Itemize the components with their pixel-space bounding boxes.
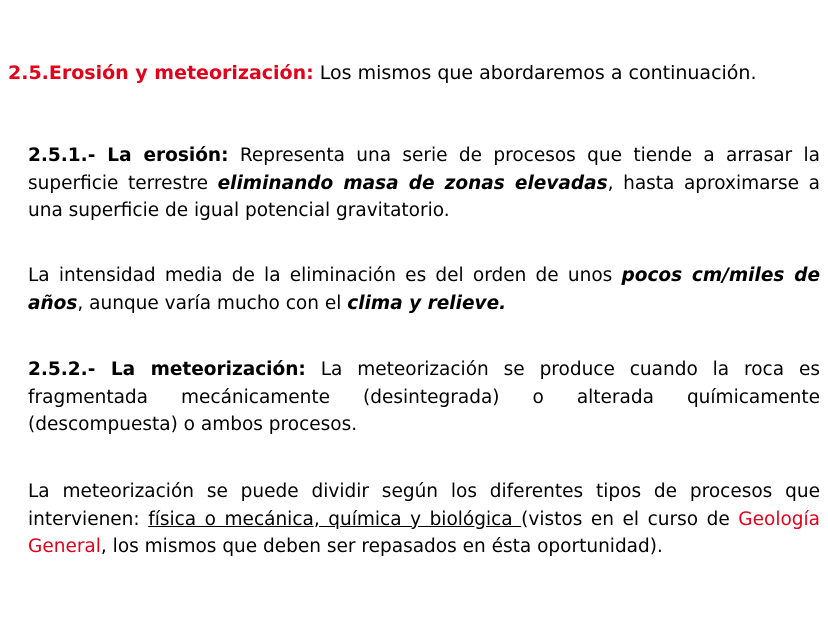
erosion-text-2: , hasta aproximarse a una superficie de igual potencial gravitatorio. <box>28 172 820 221</box>
weathering-text: La meteorización se produce cuando la roca es fragmentada mecánicamente (desintegrada) o alterada químicamente (descompuesta) o ambos procesos. <box>28 359 820 435</box>
geologia-general-link[interactable]: Geología General <box>28 508 820 557</box>
types-text-1: La meteorización se puede dividir según los diferentes tipos de procesos que intervienen: <box>28 481 820 530</box>
weathering-label: 2.5.2.- La meteorización: <box>28 359 306 380</box>
types-underlined: física o mecánica, química y biológica <box>148 508 522 530</box>
types-paragraph <box>28 478 820 561</box>
erosion-text-1: Representa una serie de procesos que tiende a arrasar la superficie terrestre <box>28 145 820 194</box>
intensity-text-2: , aunque varía mucho con el <box>77 292 348 314</box>
section-heading-text: Los mismos que abordaremos a continuación. <box>313 62 757 84</box>
erosion-paragraph <box>28 142 820 225</box>
section-heading <box>8 60 823 86</box>
intensity-emphasis-1: pocos cm/miles de años <box>28 265 820 314</box>
types-text-3: , los mismos que deben ser repasados en ésta oportunidad). <box>100 536 663 557</box>
intensity-text-1: La intensidad media de la eliminación es del orden de unos <box>28 265 622 286</box>
section-heading-label: 2.5.Erosión y meteorización: <box>8 62 314 84</box>
intensity-paragraph <box>28 262 820 317</box>
erosion-emphasis: eliminando masa de zonas elevadas <box>217 172 608 194</box>
intensity-emphasis-2: clima y relieve. <box>347 292 507 314</box>
types-text-2: (vistos en el curso de <box>521 508 739 530</box>
erosion-label: 2.5.1.- La erosión: <box>28 145 229 166</box>
weathering-paragraph <box>28 356 820 439</box>
